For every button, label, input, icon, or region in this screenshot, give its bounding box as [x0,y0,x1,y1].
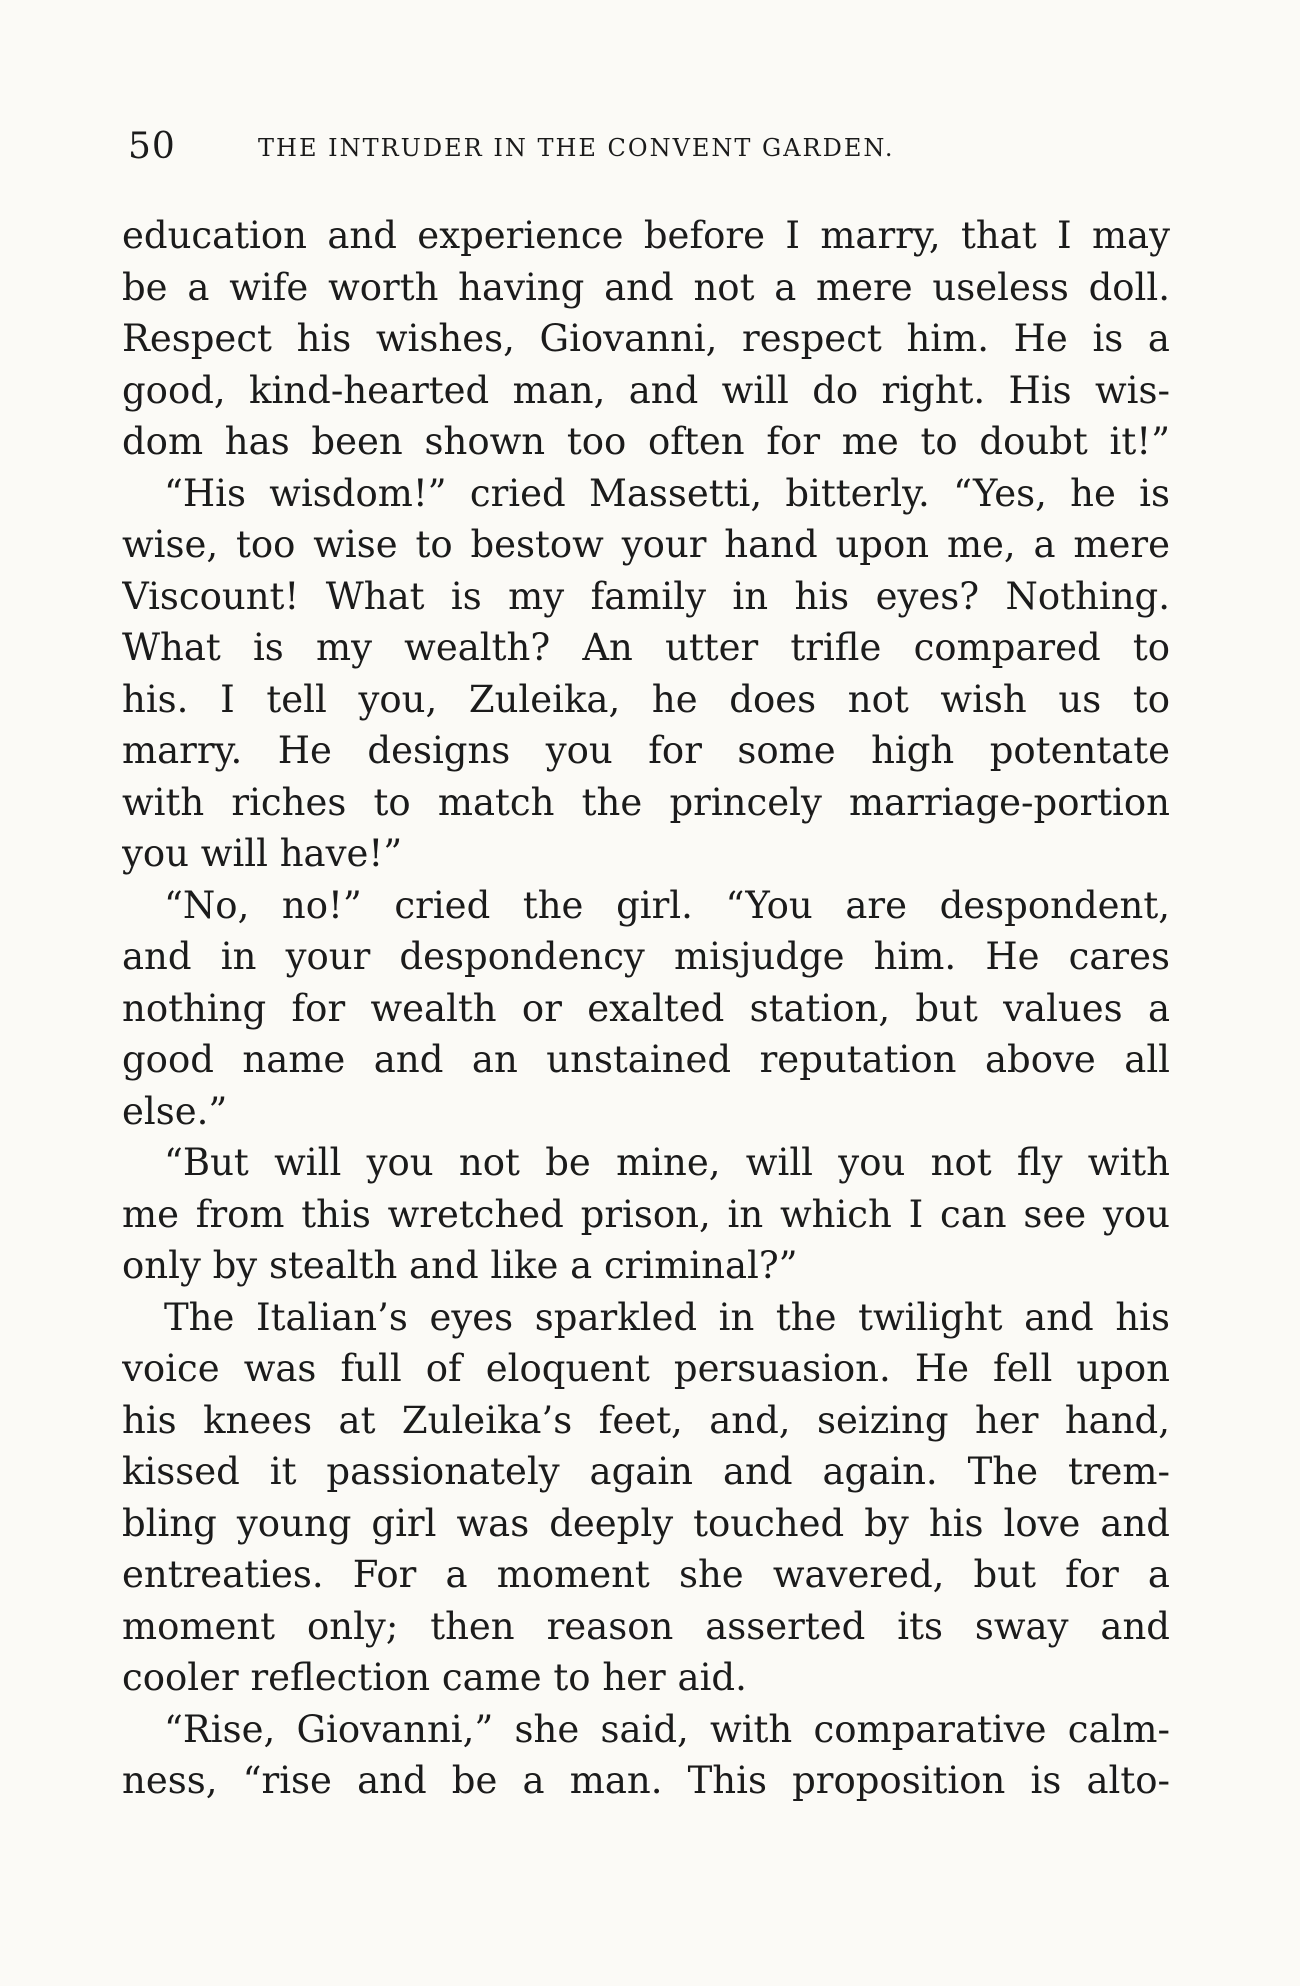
text-line: Respect his wishes, Giovanni, respect him. He is a [122,317,1170,360]
text-line: only by stealth and like a criminal?” [122,1244,798,1287]
text-line: ness, “rise and be a man. This proposition is alto- [122,1759,1170,1802]
text-line: Viscount! What is my family in his eyes? Nothing. [122,574,1170,618]
text-line: “No, no!” cried the girl. “You are despondent, [164,883,1170,927]
text-line: with riches to match the princely marriage-portion [122,780,1170,824]
text-line: be a wife worth having and not a mere useless doll. [122,265,1170,309]
text-line: “Rise, Giovanni,” she said, with comparative calm- [164,1707,1170,1751]
text-line: kissed it passionately again and again. The trem- [122,1450,1170,1493]
text-line: What is my wealth? An utter trifle compared to [122,626,1170,669]
text-line: bling young girl was deeply touched by his love and [122,1501,1170,1545]
page-number: 50 [128,126,176,167]
running-title: THE INTRUDER IN THE CONVENT GARDEN. [258,134,895,162]
text-line: me from this wretched prison, in which I can see you [122,1192,1170,1236]
text-line: entreaties. For a moment she wavered, but for a [122,1553,1170,1596]
text-line: cooler reflection came to her aid. [122,1656,747,1699]
text-line: moment only; then reason asserted its sway and [122,1604,1170,1648]
text-line: you will have!” [122,832,403,875]
text-line: nothing for wealth or exalted station, but values a [122,986,1170,1030]
text-line: “But will you not be mine, will you not fly with [164,1141,1170,1184]
text-line: good name and an unstained reputation above all [122,1038,1170,1081]
text-line: good, kind-hearted man, and will do right. His wis- [122,368,1170,412]
text-line: his knees at Zuleika’s feet, and, seizing her hand, [122,1398,1170,1442]
text-line: education and experience before I marry, that I may [122,214,1170,257]
text-line: marry. He designs you for some high potentate [122,729,1170,772]
text-line: else.” [122,1089,228,1133]
text-line: dom has been shown too often for me to doubt it!” [122,420,1170,463]
text-line: wise, too wise to bestow your hand upon me, a mere [122,523,1170,566]
page-header [128,126,1178,176]
text-line: his. I tell you, Zuleika, he does not wish us to [122,677,1170,721]
text-line: and in your despondency misjudge him. He cares [122,935,1170,978]
text-line: “His wisdom!” cried Massetti, bitterly. “Yes, he is [164,471,1170,515]
text-line: voice was full of eloquent persuasion. He fell upon [122,1347,1170,1390]
body-text [122,210,1170,1807]
text-line: The Italian’s eyes sparkled in the twilight and his [164,1295,1170,1339]
